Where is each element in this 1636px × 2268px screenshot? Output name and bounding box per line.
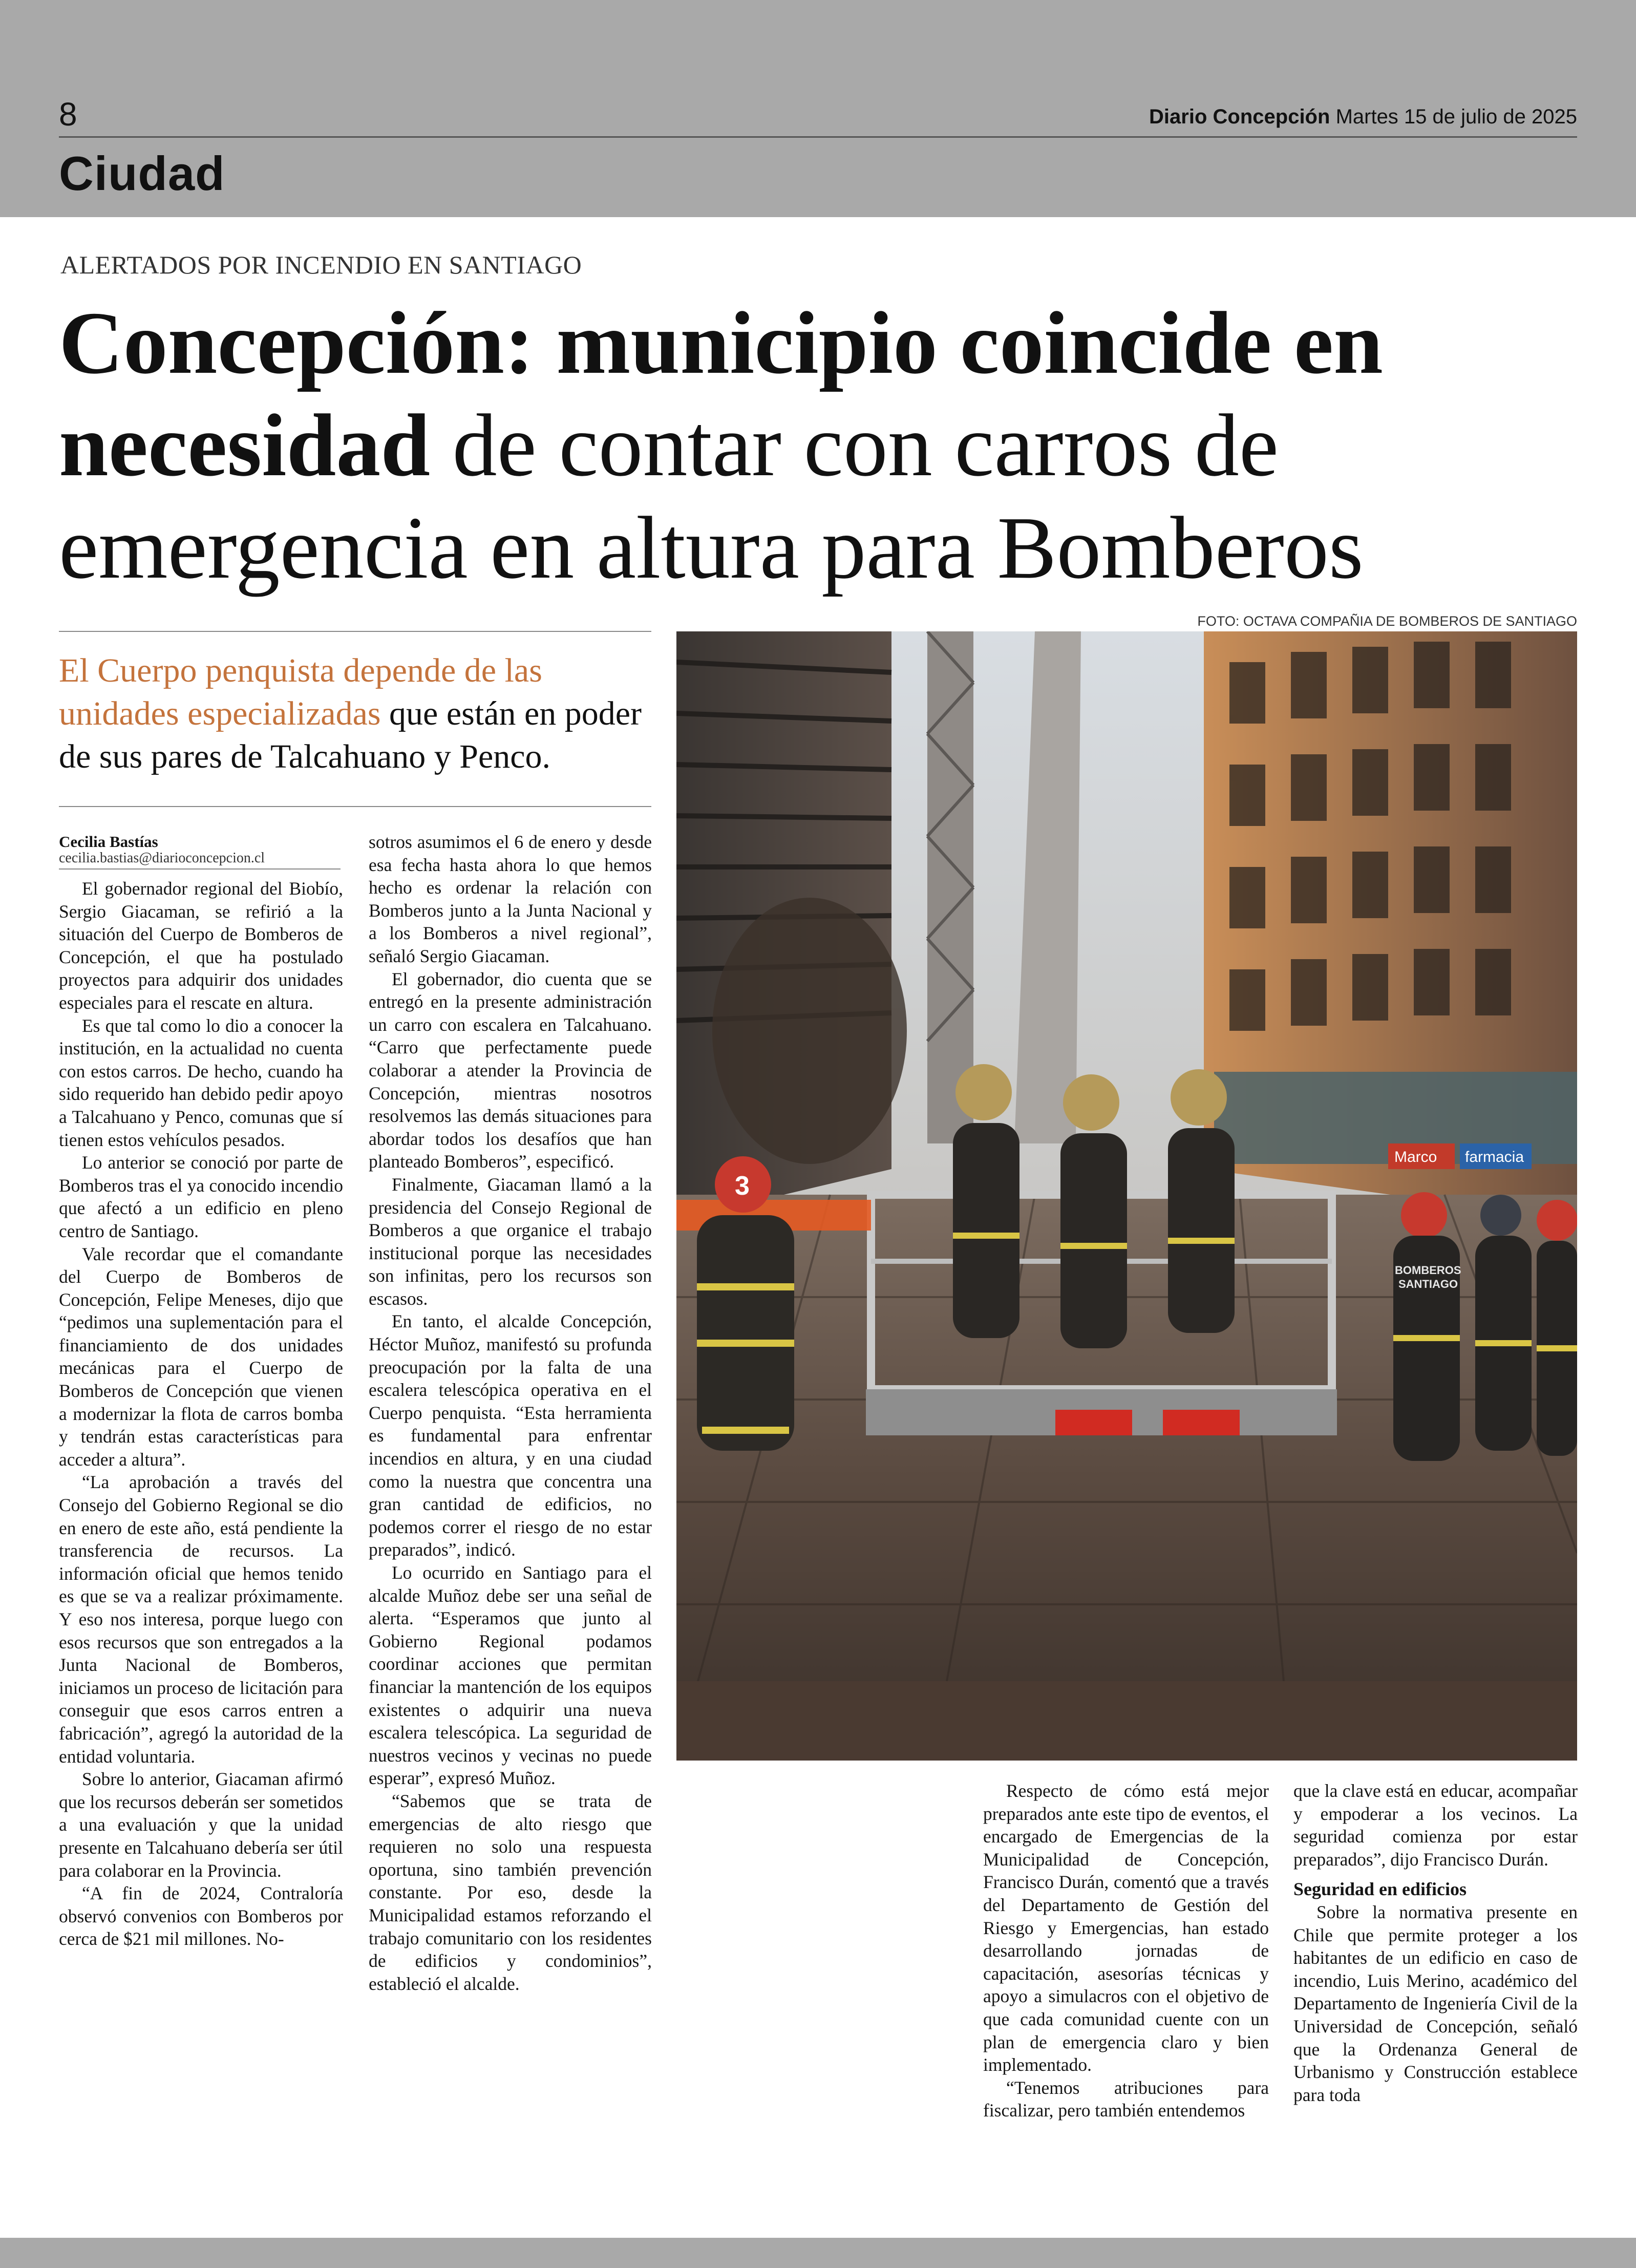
headline-bold-2: necesidad	[59, 396, 431, 495]
section-title: Ciudad	[59, 146, 225, 200]
paragraph: Respecto de cómo está mejor preparados ante este tipo de eventos, el encargado de Emergencias de la Municipalidad de Concepción, Francisco Durán, comentó que a través del Departamento de Gestión del Riesgo y Emergencias, han estado desarrollando jornadas de capacitación, asesorías técnicas y apoyo a simulacros con el objetivo de que cada comunidad cuente con un plan de emergencia claro y bien implementado.	[983, 1781, 1269, 2075]
article-kicker: ALERTADOS POR INCENDIO EN SANTIAGO	[60, 250, 582, 279]
byline-email[interactable]: cecilia.bastias@diarioconcepcion.cl	[59, 850, 341, 870]
paragraph: En tanto, el alcalde Concepción, Héctor Muñoz, manifestó su profunda preocupación por la falta de una escalera telescópica operativa en el Cuerpo penquista. “Esta herramienta es fundamental para enfrentar incendios en altura, y en una ciudad como la nuestra que concentra una gran cantidad de edificios, no podemos correr el riesgo de no estar preparados”, indicó.	[369, 1311, 652, 1560]
paragraph: Es que tal como lo dio a conocer la institución, en la actualidad no cuenta con estos carros. De hecho, cuando ha sido requerido han debido pedir apoyo a Talcahuano y Penco, comunas que sí tienen estos vehículos pesados.	[59, 1015, 343, 1150]
paragraph-continued: sotros asumimos el 6 de enero y desde esa fecha hasta ahora lo que hemos hecho es ordenar la relación con Bomberos junto a la Junta Nacional y a los Bomberos a nivel regional”, señaló Sergio Giacaman.	[369, 832, 652, 966]
paragraph-continued: que la clave está en educar, acompañar y empoderar a los vecinos. La seguridad comienza por estar preparados”, dijo Francisco Durán.	[1293, 1781, 1578, 1870]
photo-credit: FOTO: OCTAVA COMPAÑIA DE BOMBEROS DE SANTIAGO	[1197, 613, 1577, 629]
newspaper-name: Diario Concepción	[1149, 105, 1330, 128]
body-column-2	[369, 831, 652, 1995]
body-column-1	[59, 877, 343, 1951]
issue-date: Martes 15 de julio de 2025	[1335, 105, 1577, 128]
jacket-text-2: SANTIAGO	[1398, 1278, 1458, 1290]
paragraph: “A fin de 2024, Contraloría observó convenios con Bomberos por cerca de $21 mil millones. No-	[59, 1883, 343, 1949]
lead-text: que están en poder de sus pares de Talcahuano y Penco.	[59, 695, 642, 775]
paragraph: Finalmente, Giacaman llamó a la presidencia del Consejo Regional de Bomberos a que organice el trabajo institucional porque las necesidades son infinitas, pero los recursos son escasos.	[369, 1174, 652, 1309]
lead-rule-top	[59, 631, 651, 632]
page-number: 8	[59, 96, 77, 133]
paragraph: Vale recordar que el comandante del Cuerpo de Bomberos de Concepción, Felipe Meneses, dijo que “pedimos una suplementación para el financiamiento de dos unidades mecánicas para el Cuerpo de Bomberos de Concepción que vienen a modernizar la flota de carros bomba y tendrán estas características para acceder a altura”.	[59, 1243, 343, 1470]
masthead-date	[1149, 105, 1577, 129]
paragraph: “Sabemos que se trata de emergencias de alto riesgo que requieren no solo una respuesta oportuna, sino también prevención constante. Por eso, desde la Municipalidad estamos reforzando el trabajo comunitario con los residentes de edificios y condominios”, estableció el alcalde.	[369, 1790, 652, 1994]
body-column-4	[1293, 1779, 1578, 2106]
headline-regular-2: emergencia en altura para Bomberos	[59, 498, 1364, 597]
headline-regular-1: de contar con carros de	[452, 396, 1279, 495]
headline-bold-1: Concepción: municipio coincide en	[59, 293, 1383, 392]
paragraph: El gobernador regional del Biobío, Sergio Giacaman, se refirió a la situación del Cuerpo de Bomberos de Concepción, el que ha postulado proyectos para adquirir dos unidades especiales para el rescate en altura.	[59, 878, 343, 1013]
paragraph: “Tenemos atribuciones para fiscalizar, pero también entendemos	[983, 2077, 1269, 2121]
paragraph: “La aprobación a través del Consejo del Gobierno Regional se dio en enero de este año, está pendiente la transferencia de recursos. La información oficial que hemos tenido es que se va a realizar próximamente. Y eso nos interesa, porque luego con esos recursos que son entregados a la Junta Nacional de Bomberos, iniciamos un proceso de licitación para conseguir que esos carros entren a fabricación”, agregó la autoridad de la entidad voluntaria.	[59, 1472, 343, 1767]
paragraph: Sobre la normativa presente en Chile que permite proteger a los habitantes de un edificio en caso de incendio, Luis Merino, académico del Departamento de Ingeniería Civil de la Universidad de Concepción, señaló que la Ordenanza General de Urbanismo y Construcción establece para toda	[1293, 1901, 1578, 2105]
subheading: Seguridad en edificios	[1293, 1879, 1467, 1900]
article-photo	[676, 631, 1577, 1761]
jacket-text-1: BOMBEROS	[1395, 1264, 1461, 1277]
header-rule	[59, 136, 1577, 138]
body-column-3	[983, 1779, 1269, 2122]
byline	[59, 834, 341, 870]
article-lead	[59, 649, 658, 778]
article-headline	[59, 292, 1590, 599]
lead-rule-bottom	[59, 806, 651, 807]
shop-sign-marco-text: Marco	[1394, 1149, 1437, 1165]
byline-author: Cecilia Bastías	[59, 833, 158, 851]
paragraph: Lo ocurrido en Santiago para el alcalde Muñoz debe ser una señal de alerta. “Esperamos que junto al Gobierno Regional podamos coordinar acciones que permitan financiar la mantención de los equipos existentes o adquirir una nueva escalera telescópica. La seguridad de nuestros vecinos y vecinas no puede esperar”, expresó Muñoz.	[369, 1562, 652, 1789]
paragraph: Lo anterior se conoció por parte de Bomberos tras el ya conocido incendio que afectó a un edificio en pleno centro de Santiago.	[59, 1152, 343, 1241]
paragraph: El gobernador, dio cuenta que se entregó en la presente administración un carro con escalera en Talcahuano. “Carro que perfectamente puede colaborar a atender la Provincia de Concepción, mientras nosotros resolvemos las demás situaciones para abordar todos los desafíos que han planteado Bomberos”, especificó.	[369, 968, 652, 1172]
paragraph: Sobre lo anterior, Giacaman afirmó que los recursos deberán ser sometidos a una evaluación y que la unidad presente en Talcahuano debería ser útil para colaborar en la Provincia.	[59, 1769, 343, 1881]
shop-sign-farmacia-text: farmacia	[1465, 1149, 1524, 1165]
lead-highlight: El Cuerpo penquista depende de las unidades especializadas	[59, 652, 542, 732]
helmet-number: 3	[735, 1171, 750, 1201]
